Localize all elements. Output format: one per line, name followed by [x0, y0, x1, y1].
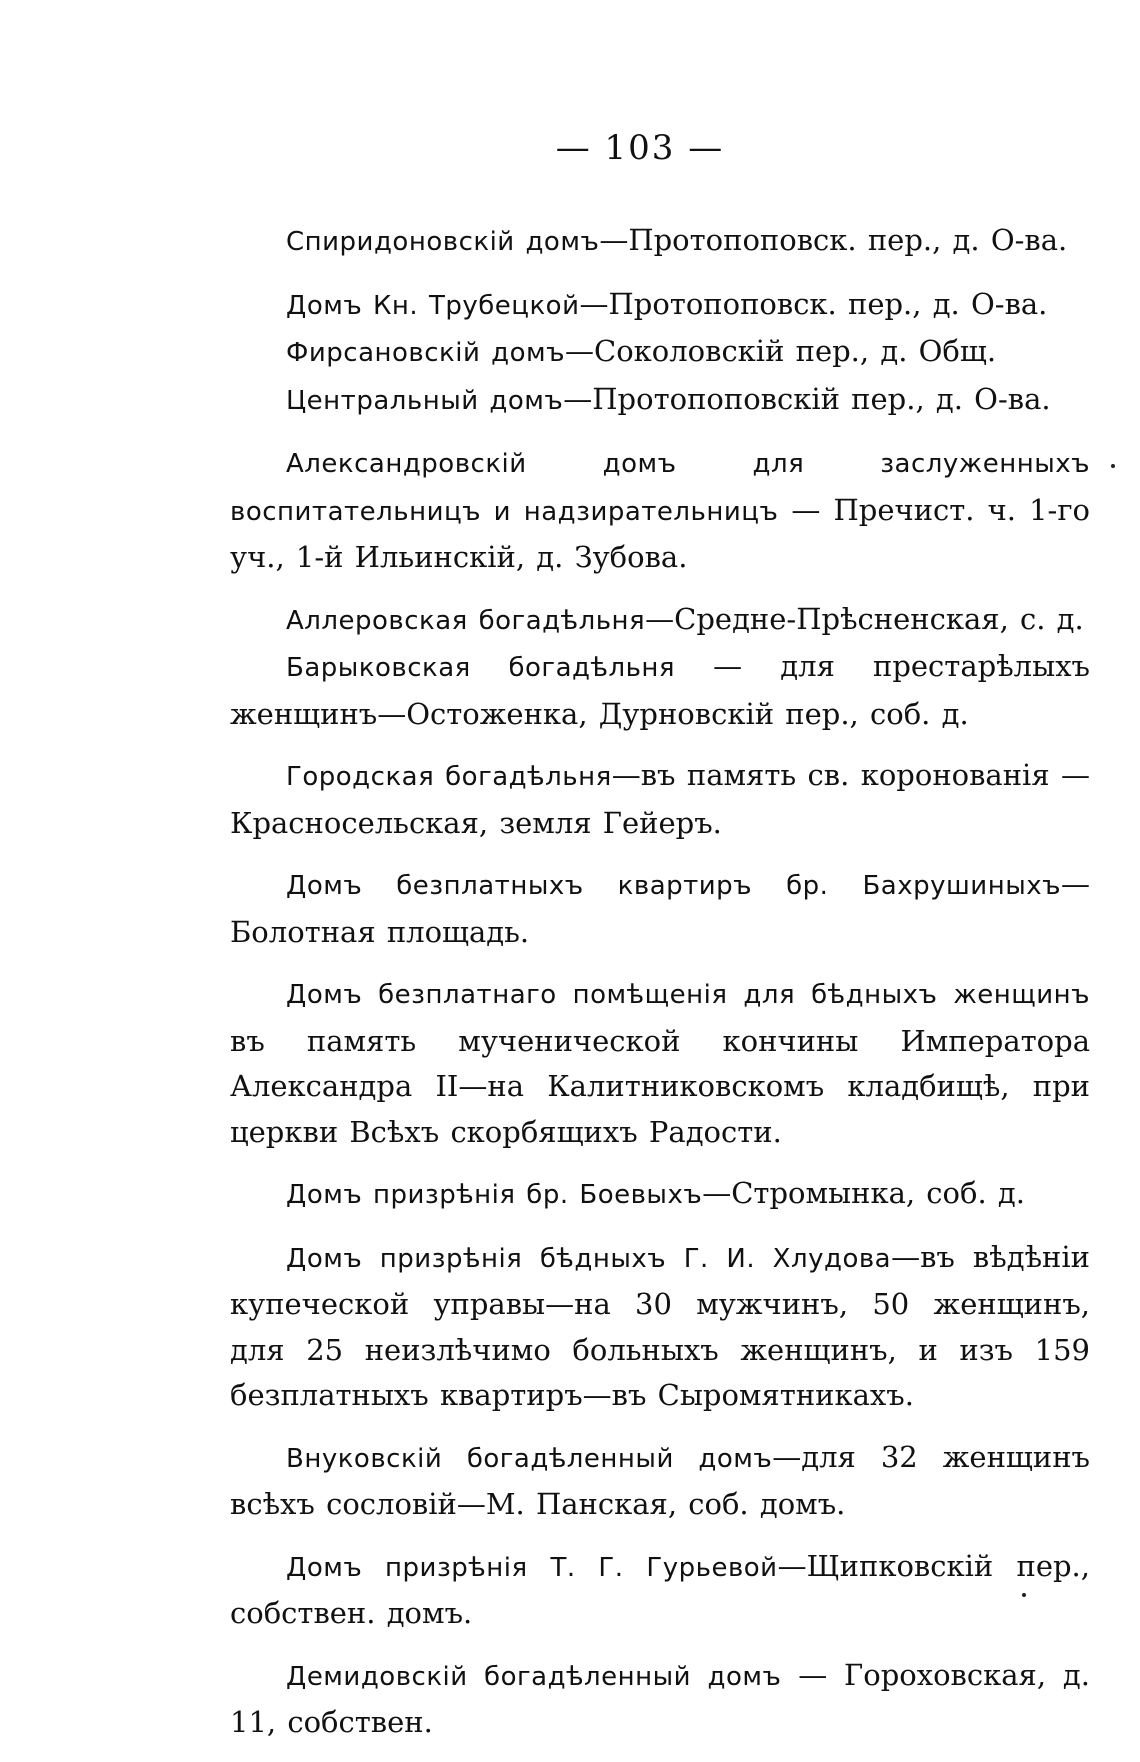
entry-address: —Щипковскiй пер., собствен. домъ. — [230, 1548, 1090, 1630]
entry-free-lodging — [230, 971, 1090, 1155]
entry-address: —Стромынка, соб. д. — [702, 1176, 1025, 1210]
entry-lead: Городская богадѣльня — [286, 762, 612, 792]
entry-address: — Пречист. ч. 1-го уч., 1-й Ильинскiй, д. Зубова. — [230, 492, 1090, 574]
entry-lead: Домъ призрѣнiя бр. Боевыхъ — [286, 1180, 703, 1210]
entry-lead: Внуковскiй богадѣленный домъ — [286, 1443, 773, 1474]
entry-address: — для престарѣлыхъ женщинъ—Остоженка, Дурновскiй пер., соб. д. — [230, 649, 1090, 731]
entry-bakhrushin — [230, 862, 1090, 955]
entry-lead: Барыковская богадѣльня — [286, 653, 676, 683]
entry-lead: Домъ безплатнаго помѣщенiя для бѣдныхъ женщинъ — [286, 980, 1090, 1010]
entry-vnukovsky — [230, 1435, 1090, 1528]
entry-firsanovsky — [230, 329, 1090, 377]
entry-address: —Протопоповск. пер., д. О-ва. — [579, 286, 1048, 321]
entry-address: —Соколовскiй пер., д. Общ. — [565, 334, 997, 368]
entry-central — [230, 377, 1090, 425]
entry-address: —въ вѣдѣнiи купеческой управы—на 30 мужчинъ, 50 женщинъ, для 25 неизлѣчимо больныхъ женщинъ, и изъ 159 безплатныхъ квартиръ—въ Сыромятникахъ. — [230, 1239, 1090, 1412]
entry-lead: Домъ призрѣнiя бѣдныхъ Г. И. Хлудова — [286, 1243, 892, 1274]
entry-lead: Домъ призрѣнiя Т. Г. Гурьевой — [286, 1552, 778, 1583]
entry-address: —Протопоповск. пер., д. О-ва. — [599, 223, 1068, 257]
entry-address: —Протопоповскiй пер., д. О-ва. — [563, 381, 1051, 416]
entry-address: въ память мученической кончины Императора Александра II—на Калитниковскомъ кладбищѣ, при церкви Всѣхъ скорбящихъ Радости. — [230, 1023, 1090, 1149]
entry-demidovsky — [230, 1653, 1090, 1746]
entry-lead: Центральный домъ — [286, 385, 564, 416]
entry-address: —для 32 женщинъ всѣхъ сословiй—М. Панская, соб. домъ. — [230, 1439, 1090, 1521]
entry-lead: Александровскiй домъ для заслуженныхъ воспитательницъ и надзирательницъ — [230, 449, 1090, 527]
entry-address: —въ память св. коронованiя —Красносельская, земля Гейеръ. — [230, 758, 1090, 840]
entry-lead: Демидовскiй богадѣленный домъ — [286, 1661, 782, 1692]
entry-barykovskaya — [230, 644, 1090, 737]
print-speck — [1022, 1593, 1026, 1597]
entry-lead: Домъ безплатныхъ квартиръ бр. Бахрушиныхъ — [286, 871, 1061, 901]
page-number: — 103 — — [555, 128, 725, 168]
entry-address: — Гороховская, д. 11, собствен. — [230, 1657, 1090, 1739]
text-block — [230, 218, 1090, 1762]
entry-spiridonovsky — [230, 218, 1090, 266]
entry-lead: Спиридоновскiй домъ — [286, 227, 600, 257]
entry-khludov — [230, 1235, 1090, 1419]
entry-guryeva — [230, 1544, 1090, 1637]
entry-lead: Фирсановскiй домъ — [286, 338, 565, 368]
entry-gorodskaya — [230, 753, 1090, 846]
entry-alexandrovsky — [230, 440, 1090, 581]
entry-boevy — [230, 1171, 1090, 1219]
entry-allerovskaya — [230, 597, 1090, 645]
entry-trubetskoy — [230, 282, 1090, 330]
print-speck — [1111, 464, 1115, 468]
entry-address: —Болотная площадь. — [230, 867, 1090, 949]
entry-lead: Домъ Кн. Трубецкой — [286, 290, 580, 321]
entry-lead: Аллеровская богадѣльня — [286, 605, 646, 636]
entry-address: —Средне-Прѣсненская, с. д. — [645, 601, 1084, 636]
